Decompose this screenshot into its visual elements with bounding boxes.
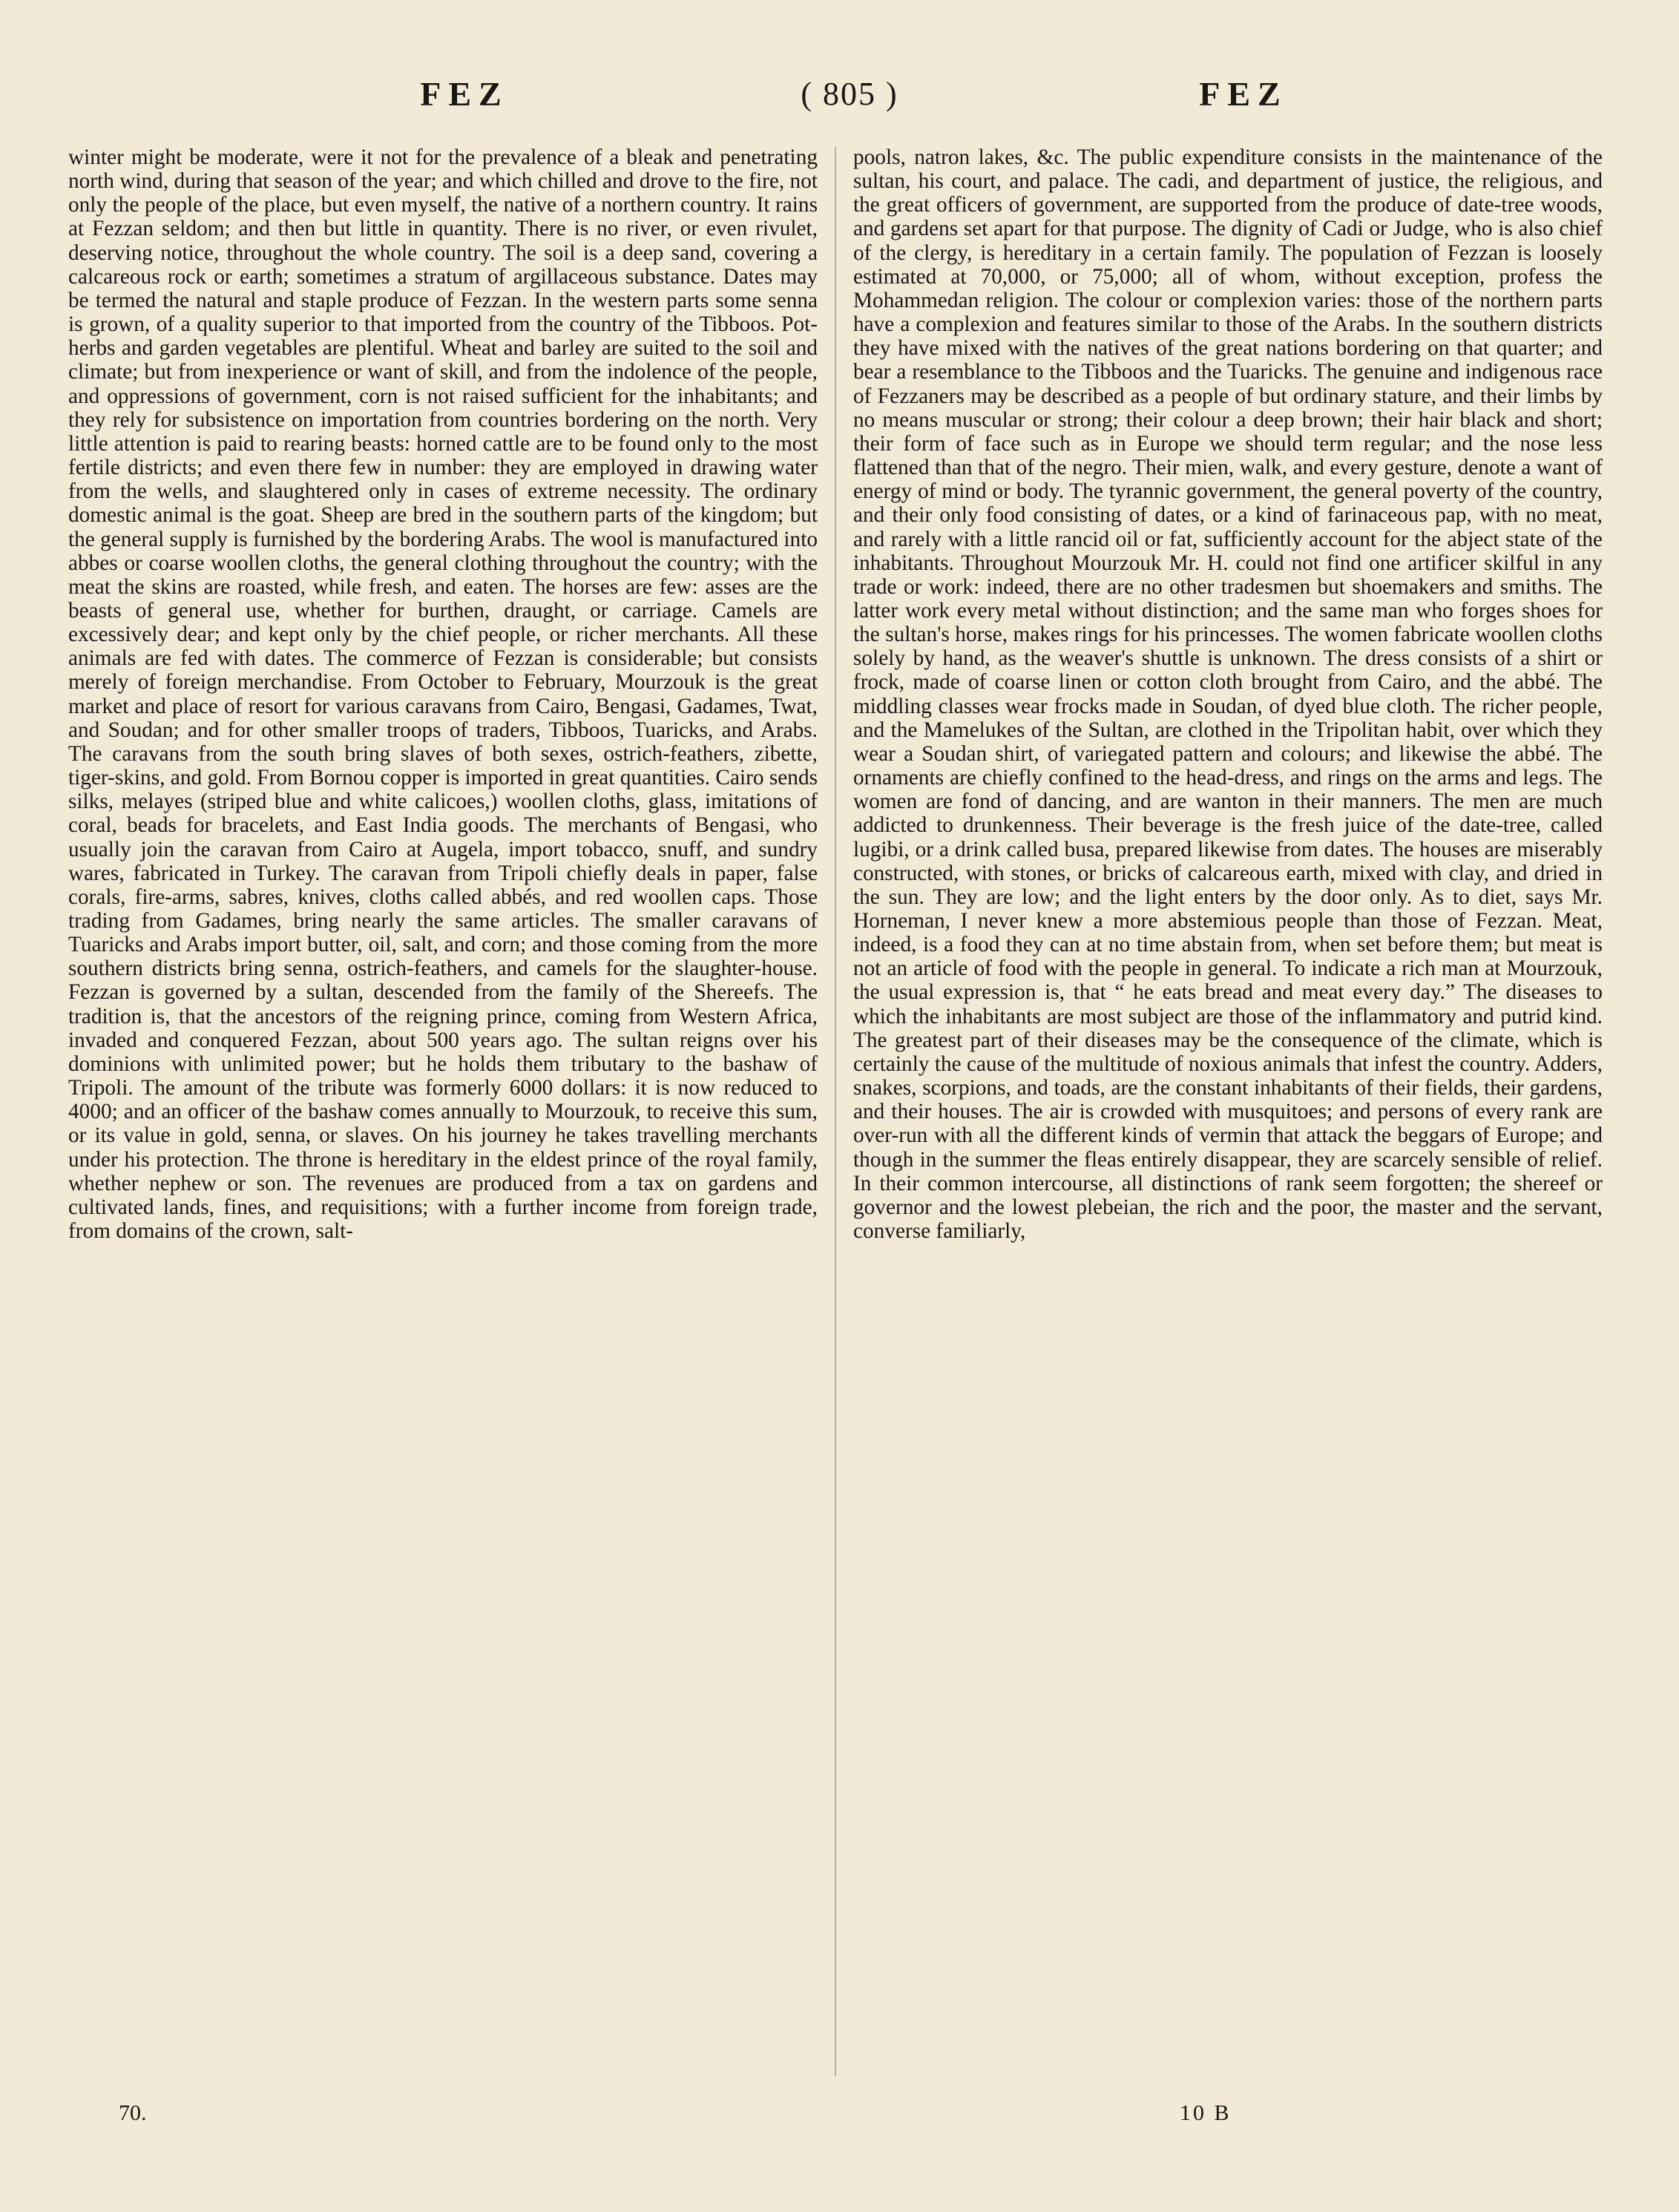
- running-head-right: FEZ: [1199, 75, 1288, 113]
- running-head-left: FEZ: [420, 75, 509, 113]
- signature-mark-right: 10 B: [1180, 2101, 1232, 2125]
- page-number: ( 805 ): [801, 76, 898, 112]
- text-column-left: [68, 145, 818, 2090]
- column-right-text: pools, natron lakes, &c. The public expenditure consists in the maintenance of the sultan, his court, and palace. The cadi, and department of justice, the religious, and the great officers of government, are supported from the produce of date-tree woods, and gardens set apart for that purpose. The dignity of Cadi or Judge, who is also chief of the clergy, is hereditary in a certain family. The population of Fezzan is loosely estimated at 70,000, or 75,000; all of whom, without exception, profess the Mohammedan religion. The colour or complexion varies: those of the northern parts have a complexion and features similar to those of the Arabs. In the southern districts they have mixed with the natives of the great nations bordering on that quarter; and bear a resemblance to the Tibboos and the Tuaricks. The genuine and indigenous race of Fezzaners may be described as a people of but ordinary stature, and their limbs by no means muscular or strong; their colour a deep brown; their hair black and short; their form of face such as in Europe we should term regular; and the nose less flattened than that of the negro. Their mien, walk, and every gesture, denote a want of energy of mind or body. The tyrannic government, the general poverty of the country, and their only food consisting of dates, or a kind of farinaceous pap, with no meat, and rarely with a little rancid oil or fat, sufficiently account for the abject state of the inhabitants. Throughout Mourzouk Mr. H. could not find one artificer skilful in any trade or work: indeed, there are no other tradesmen but shoemakers and smiths. The latter work every metal without distinction; and the same man who forges shoes for the sultan's horse, makes rings for his princesses. The women fabricate woollen cloths solely by hand, as the weaver's shuttle is unknown. The dress consists of a shirt or frock, made of coarse linen or cotton cloth brought from Cairo, and the abbé. The middling classes wear frocks made in Soudan, of dyed blue cloth. The richer people, and the Mamelukes of the Sultan, are clothed in the Tripolitan habit, over which they wear a Soudan shirt, of variegated pattern and colours; and likewise the abbé. The ornaments are chiefly confined to the head-dress, and rings on the arms and legs. The women are fond of dancing, and are wanton in their manners. The men are much addicted to drunkenness. Their beverage is the fresh juice of the date-tree, called lugibi, or a drink called busa, prepared likewise from dates. The houses are miserably constructed, with stones, or bricks of calcareous earth, mixed with clay, and dried in the sun. They are low; and the light enters by the door only. As to diet, says Mr. Horneman, I never knew a more abstemious people than those of Fezzan. Meat, indeed, is a food they can at no time abstain from, when set before them; but meat is not an article of food with the people in general. To indicate a rich man at Mourzouk, the usual expression is, that “ he eats bread and meat every day.” The diseases to which the inhabitants are most subject are those of the inflammatory and putrid kind. The greatest part of their diseases may be the consequence of the climate, which is certainly the cause of the multitude of noxious animals that infest the country. Adders, snakes, scorpions, and toads, are the constant inhabitants of their fields, their gardens, and their houses. The air is crowded with musquitoes; and persons of every rank are over-run with all the different kinds of vermin that attack the beggars of Europe; and though in the summer the fleas entirely disappear, they are scarcely sensible of relief. In their common intercourse, all distinctions of rank seem forgotten; the shereef or governor and the lowest plebeian, the rich and the poor, the master and the servant, converse familiarly,: [853, 145, 1603, 1244]
- signature-mark-left: 70.: [119, 2101, 147, 2125]
- column-divider: [835, 147, 836, 2076]
- column-left-text: winter might be moderate, were it not for the prevalence of a bleak and penetrating north wind, during that season of the year; and which chilled and drove to the fire, not only the people of the place, but even myself, the native of a northern country. It rains at Fezzan seldom; and then but little in quantity. There is no river, or even rivulet, deserving notice, throughout the whole country. The soil is a deep sand, covering a calcareous rock or earth; sometimes a stratum of argillaceous substance. Dates may be termed the natural and staple produce of Fezzan. In the western parts some senna is grown, of a quality superior to that imported from the country of the Tibboos. Pot-herbs and garden vegetables are plentiful. Wheat and barley are suited to the soil and climate; but from inexperience or want of skill, and from the indolence of the people, and oppressions of government, corn is not raised sufficient for the inhabitants; and they rely for subsistence on importation from countries bordering on the north. Very little attention is paid to rearing beasts: horned cattle are to be found only to the most fertile districts; and even there few in number: they are employed in drawing water from the wells, and slaughtered only in cases of extreme necessity. The ordinary domestic animal is the goat. Sheep are bred in the southern parts of the kingdom; but the general supply is furnished by the bordering Arabs. The wool is manufactured into abbes or coarse woollen cloths, the general clothing throughout the country; with the meat the skins are roasted, while fresh, and eaten. The horses are few: asses are the beasts of general use, whether for burthen, draught, or carriage. Camels are excessively dear; and kept only by the chief people, or richer merchants. All these animals are fed with dates. The commerce of Fezzan is considerable; but consists merely of foreign merchandise. From October to February, Mourzouk is the great market and place of resort for various caravans from Cairo, Bengasi, Gadames, Twat, and Soudan; and for other smaller troops of traders, Tibboos, Tuaricks, and Arabs. The caravans from the south bring slaves of both sexes, ostrich-feathers, zibette, tiger-skins, and gold. From Bornou copper is imported in great quantities. Cairo sends silks, melayes (striped blue and white calicoes,) woollen cloths, glass, imitations of coral, beads for bracelets, and East India goods. The merchants of Bengasi, who usually join the caravan from Cairo at Augela, import tobacco, snuff, and sundry wares, fabricated in Turkey. The caravan from Tripoli chiefly deals in paper, false corals, fire-arms, sabres, knives, cloths called abbés, and red woollen caps. Those trading from Gadames, bring nearly the same articles. The smaller caravans of Tuaricks and Arabs import butter, oil, salt, and corn; and those coming from the more southern districts bring senna, ostrich-feathers, and camels for the slaughter-house. Fezzan is governed by a sultan, descended from the family of the Shereefs. The tradition is, that the ancestors of the reigning prince, coming from Western Africa, invaded and conquered Fezzan, about 500 years ago. The sultan reigns over his dominions with unlimited power; but he holds them tributary to the bashaw of Tripoli. The amount of the tribute was formerly 6000 dollars: it is now reduced to 4000; and an officer of the bashaw comes annually to Mourzouk, to receive this sum, or its value in gold, senna, or slaves. On his journey he takes travelling merchants under his protection. The throne is hereditary in the eldest prince of the royal family, whether nephew or son. The revenues are produced from a tax on gardens and cultivated lands, fines, and requisitions; with a further income from foreign trade, from domains of the crown, salt-: [68, 145, 818, 1244]
- text-column-right: [853, 145, 1603, 2090]
